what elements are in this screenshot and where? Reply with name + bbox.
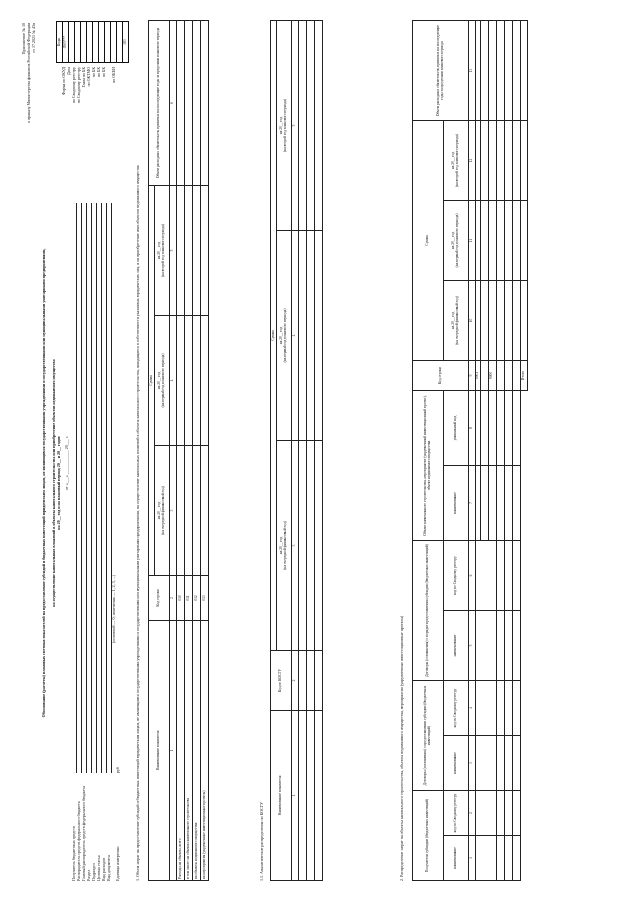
s2-head-y3: на 20__ год: [451, 151, 456, 170]
s11-col-num: 5: [292, 20, 299, 230]
table-row: [307, 20, 315, 880]
s2-total-label: Итого: [520, 361, 528, 391]
table-row: [185, 20, 193, 880]
document-date-line: от «___» ____________ 20___ г.: [64, 436, 69, 490]
req-label: Раздел: [86, 869, 91, 881]
document-title: Обоснование (расчеты) плановых сметных показателей на предоставление субсидий и бюджетных инвестиций юридическим лицам, не являющимся государственными учреждениями и государственными или муниципальными унитарными предприятиями,: [41, 248, 46, 718]
s2-col-num: 12: [469, 120, 476, 200]
s2-head-y1-sub: (на очередной финансовый год): [455, 296, 459, 345]
table-row: [496, 20, 504, 880]
document-page: [20, 13, 624, 893]
s11-head-y3: на 20__ год: [279, 116, 284, 135]
code-label: Форма по ОКУД: [61, 67, 66, 96]
table-row: [512, 20, 520, 880]
req-label: Получатель бюджетных средств: [71, 826, 76, 881]
appendix-date: от 17.2021 № 43н: [31, 23, 36, 53]
appendix-number: Приложение № 10: [21, 23, 26, 55]
section1-table: [148, 20, 209, 881]
s11-head-y2-sub: (на первый год планового периода): [283, 308, 287, 363]
s2-head-y2-sub: (на первый год планового периода): [455, 213, 459, 268]
s2-col-num: 1: [469, 836, 476, 881]
s11-col-num: 1: [292, 711, 299, 881]
s2-head-transfer: Договоры (соглашения) о порядке предоставления субсидии (бюджетных инвестиций): [413, 541, 444, 681]
s2-head-rec-name: наименование: [444, 836, 469, 881]
s1-col-num: 6: [170, 20, 177, 185]
s2-head-object: Объект капитального строительства, мероприятие (укрупненный инвестиционный проект), объект недвижимого имущества: [413, 391, 444, 541]
codes-okei-value: 383: [123, 22, 129, 63]
codes-table: [56, 21, 129, 63]
s11-head-y3-sub: (на второй год планового периода): [283, 99, 287, 152]
code-label: Дата: [66, 67, 71, 75]
req-doc-hint: (основной — 0; изменения — 1, 2, 3, ...): [111, 575, 116, 643]
code-label: Глава по БК: [81, 67, 86, 88]
s2-sub-code: 9000: [488, 361, 496, 391]
code-label: по ОКТМО: [86, 67, 91, 87]
table-row: [315, 20, 323, 880]
s2-head-obl: Объем расходных обязательств, принятых на последующие годы за пределами планового периода: [413, 20, 469, 120]
s11-head-sum: Сумма: [271, 20, 277, 650]
s2-head-y1: на 20__ год: [451, 311, 456, 330]
s1-head-y2: на 20__ год: [157, 371, 162, 390]
table-row: [504, 20, 512, 880]
s2-head-agreement: Договоры (соглашения) о предоставлении субсидии (бюджетных инвестиций): [413, 681, 444, 791]
s2-row-code: 0001: [476, 361, 481, 391]
s1-row-code: 012: [193, 576, 201, 621]
s1-row-name: Расходы на объекты, всего: [177, 621, 185, 881]
appendix-order: к приказу Министерства финансов Российской Федерации: [26, 23, 31, 123]
s2-col-num: 2: [469, 791, 476, 836]
section2-table: [412, 20, 528, 881]
s11-col-num: 2: [292, 651, 299, 711]
codes-form-code: 0505***: [63, 22, 69, 63]
code-label: по Сводному реестру: [71, 67, 76, 104]
s11-head-name: Наименование показателя: [271, 711, 292, 881]
table-row: [193, 20, 201, 880]
s1-head-y3: на 20__ год: [157, 241, 162, 260]
s2-col-num: 10: [469, 281, 476, 361]
s2-head-recipient: Получатели субсидии (бюджетных инвестиций): [413, 791, 444, 881]
s2-head-agr-name: наименование: [444, 736, 469, 791]
s1-head-y1: на 20__ год: [157, 501, 162, 520]
s2-col-num: 11: [469, 201, 476, 281]
table-row: [177, 20, 185, 880]
s1-col-num: 4: [170, 316, 177, 446]
s2-head-y3-sub: (на второй год планового периода): [455, 134, 459, 187]
s2-head-sum: Сумма: [413, 120, 444, 360]
code-label: по ОКЕИ: [111, 67, 116, 84]
s11-col-num: 3: [292, 441, 299, 651]
s11-head-y2: на 20__ год: [279, 326, 284, 345]
s2-head-obj-code: уникальный код: [444, 391, 469, 466]
s1-row-name: в том числе: на объекты капитального строительства: [185, 621, 193, 881]
s1-head-y2-sub: (на первый год планового периода): [161, 353, 165, 408]
table-row: [299, 20, 307, 880]
s2-col-num: 9: [469, 361, 476, 391]
s1-row-code: 013: [201, 576, 209, 621]
code-label: по Сводному реестру: [76, 67, 81, 104]
s2-head-rec-code: код по Сводному реестру: [444, 791, 469, 836]
s1-col-num: 3: [170, 446, 177, 576]
req-label: Единица измерения:: [115, 846, 120, 881]
req-label: Подраздел: [91, 863, 96, 881]
code-label: по БК: [101, 67, 106, 78]
req-label: Целевая статья: [96, 855, 101, 881]
s1-col-num: 1: [170, 621, 177, 881]
s1-row-name: на объекты недвижимого имущества: [193, 621, 201, 881]
s1-head-name: Наименование показателя: [149, 621, 170, 881]
req-label: Распорядитель средств федерального бюджета: [76, 801, 81, 881]
s2-head-obj-name: наименование: [444, 466, 469, 541]
document-period: на 20__ год и на плановый период 20__ и 20__ годов: [56, 436, 61, 530]
req-label: Вид расходов: [101, 858, 106, 881]
section2-title: 2. Распределение затрат на объекты капитального строительства, объекты недвижимого имущества, мероприятия (укрупненные инвестиционные проекты): [399, 615, 404, 881]
s2-col-num: 7: [469, 466, 476, 541]
s2-head-tr-name: наименование: [444, 611, 469, 681]
s11-head-code: Код по КОСГУ: [271, 651, 292, 711]
s1-row-code: 010: [177, 576, 185, 621]
section11-title: 1.1. Аналитические распределения по КОСГУ: [259, 802, 264, 881]
table-row: [201, 20, 209, 880]
code-label: по БК: [96, 67, 101, 78]
s2-col-num: 4: [469, 681, 476, 736]
s1-col-num: 2: [170, 576, 177, 621]
table-row: [520, 20, 528, 880]
req-unit: руб: [115, 767, 120, 773]
s11-head-y1: на 20__ год: [279, 536, 284, 555]
s1-col-num: 5: [170, 185, 177, 315]
req-label: Вид документа: [106, 855, 111, 881]
s1-head-y3-sub: (на второй год планового периода): [161, 224, 165, 277]
s2-head-y2: на 20__ год: [451, 231, 456, 250]
codes-header: Коды: [57, 22, 63, 63]
s11-head-y1-sub: (на очередной финансовый год): [283, 521, 287, 570]
document-subtitle: на осуществление капитальных вложений в объекты капитального строительства или приобретение объектов недвижимого имущества: [51, 359, 56, 607]
s1-head-code: Код строки: [149, 576, 170, 621]
s2-col-num: 13: [469, 20, 476, 120]
req-label: Главный распорядитель средств федерального бюджета: [81, 786, 86, 881]
s1-head-obj: Объем расходных обязательств, принятых на последующие годы за пределами планового периода: [149, 20, 170, 185]
s1-head-sum: Сумма: [149, 185, 155, 575]
s2-col-num: 3: [469, 736, 476, 791]
s1-row-name: на мероприятия (укрупненные инвестиционные проекты): [201, 621, 209, 881]
s2-head-agr-code: код по Сводному реестру: [444, 681, 469, 736]
s2-col-num: 8: [469, 391, 476, 466]
s2-head-tr-code: код по Сводному реестру: [444, 541, 469, 611]
code-label: по БК: [91, 67, 96, 78]
s11-col-num: 4: [292, 231, 299, 441]
s2-col-num: 5: [469, 611, 476, 681]
s1-row-code: 011: [185, 576, 193, 621]
s2-col-num: 6: [469, 541, 476, 611]
section1-title: 1. Объем затрат на предоставление субсидий и бюджетных инвестиций юридическим лицам, не являющимся государственными учреждениями и государственными или муниципальными унитарными предприятиями, на осуществление капитальных вложений в объекты капитального строительства, находящиеся в собственности указанных юридических лиц, и на приобретение ими объектов недвижимого имущества: [135, 165, 140, 881]
s1-head-y1-sub: (на очередной финансовый год): [161, 486, 165, 535]
section11-table: [270, 20, 323, 881]
s2-head-code: Код строки: [413, 361, 469, 391]
